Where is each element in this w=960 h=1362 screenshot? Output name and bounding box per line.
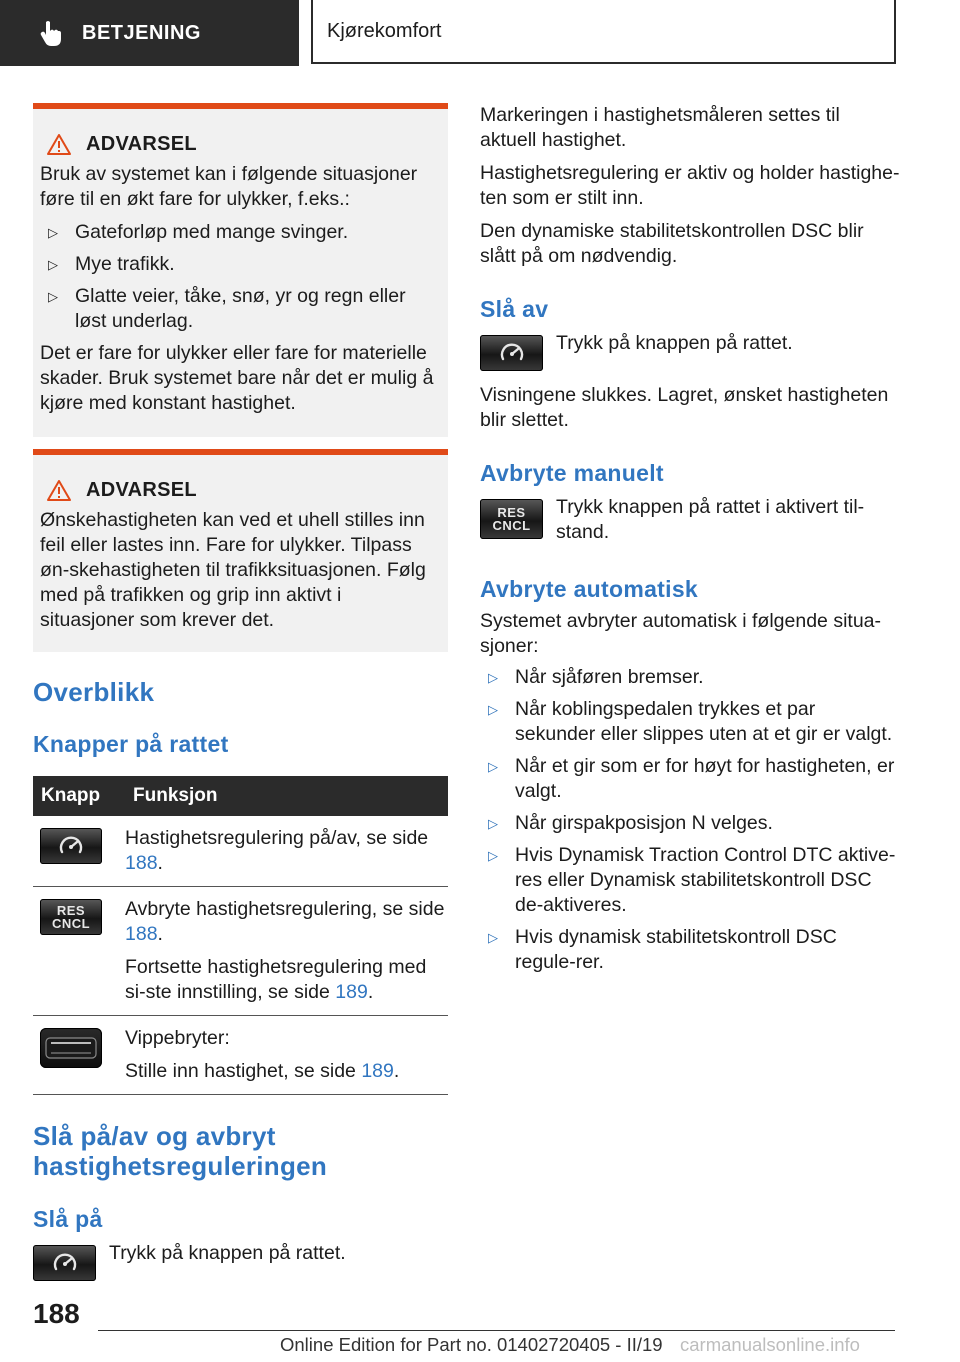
res-cncl-button-icon xyxy=(480,499,543,539)
switch-off-row xyxy=(480,332,900,371)
rocker-switch-icon xyxy=(40,1028,102,1068)
page-reference-link[interactable]: 188 xyxy=(125,923,158,945)
function-text: Vippebryter: xyxy=(125,1027,230,1049)
watermark: carmanualsonline.info xyxy=(680,1334,860,1355)
subheading-cancel-auto: Avbryte automatisk xyxy=(480,576,699,602)
column-header-function: Funksjon xyxy=(125,776,448,816)
page-reference-link[interactable]: 189 xyxy=(361,1060,394,1082)
right-column xyxy=(480,103,900,982)
table-cell-function xyxy=(125,1016,448,1095)
section-tab[interactable] xyxy=(0,0,299,66)
section-heading-overview: Overblikk xyxy=(33,677,155,707)
warning-triangle-icon xyxy=(46,479,72,502)
table-cell-function xyxy=(125,816,448,887)
page-number: 188 xyxy=(33,1298,80,1329)
function-text xyxy=(125,1059,448,1084)
warning-title: ADVARSEL xyxy=(86,133,197,155)
warning-box-1 xyxy=(33,103,448,437)
list-item: ▷ Glatte veier, tåke, snø, yr og regn eller løst underlag. xyxy=(40,284,440,334)
footer-divider xyxy=(98,1330,895,1331)
chapter-tab[interactable] xyxy=(311,0,896,64)
punctuation: . xyxy=(367,981,374,1003)
warning-outro: Det er fare for ulykker eller fare for materielle skader. Bruk systemet bare når det er mulig å kjøre med konstant hastighet. xyxy=(40,342,434,414)
cancel-manual-text: Trykk knappen på rattet i aktivert til-stand. xyxy=(556,496,865,543)
res-label: RES xyxy=(56,903,86,918)
list-item: ▷ Når koblingspedalen trykkes et par sekunder eller slippes uten at et gir er valgt. xyxy=(480,697,900,747)
chapter-label: Kjørekomfort xyxy=(327,19,442,42)
column-header-button: Knapp xyxy=(33,776,125,816)
function-text xyxy=(125,897,448,947)
list-item: ▷ Når et gir som er for høyt for hastigheten, er valgt. xyxy=(480,754,900,804)
warning-text: Ønskehastigheten kan ved et uhell stilles inn feil eller lastes inn. Fare for ulykker. Tilpass øn-skehastigheten til trafikksituasjonen. Følg med på trafikken og grip inn aktivt i situasjoner som krever det. xyxy=(40,509,426,631)
switch-off-text: Trykk på knappen på rattet. xyxy=(556,332,793,354)
function-description: Hastighetsregulering på/av, se side xyxy=(125,827,429,849)
paragraph: Hastighetsregulering er aktiv og holder hastighe-ten som er stilt inn. xyxy=(480,162,900,209)
list-item: ▷ Når girspakposisjon N velges. xyxy=(480,811,900,836)
hand-pointer-icon xyxy=(40,20,62,46)
switch-on-row xyxy=(33,1242,448,1281)
left-column xyxy=(33,103,448,1281)
table-cell-icon xyxy=(33,1016,125,1095)
warning-title: ADVARSEL xyxy=(86,479,197,501)
list-item: ▷ Hvis dynamisk stabilitetskontroll DSC regule-rer. xyxy=(480,925,900,975)
cruise-control-button-icon xyxy=(40,828,102,864)
paragraph: Systemet avbryter automatisk i følgende situa-sjoner: xyxy=(480,610,881,657)
warning-header xyxy=(40,133,440,156)
page-reference-link[interactable]: 189 xyxy=(335,981,368,1003)
cancel-manual-row xyxy=(480,496,900,545)
cruise-control-button-icon xyxy=(33,1245,96,1281)
subheading-steering-buttons: Knapper på rattet xyxy=(33,731,229,757)
punctuation: . xyxy=(157,923,163,945)
warning-box-2 xyxy=(33,449,448,652)
punctuation: . xyxy=(393,1060,400,1082)
list-item: ▷ Hvis Dynamisk Traction Control DTC aktive-res eller Dynamisk stabilitetskontroll DSC de-aktiveres. xyxy=(480,843,900,918)
footer-edition: Online Edition for Part no. 01402720405 - II/19 xyxy=(280,1334,663,1355)
cncl-label: CNCL xyxy=(51,916,91,931)
section-heading-switch: Slå på/av og avbryt hastighetsreguleringen xyxy=(33,1121,328,1181)
buttons-table xyxy=(33,776,448,1095)
section-label: BETJENING xyxy=(82,21,201,44)
warning-triangle-icon xyxy=(46,133,72,156)
table-header-row xyxy=(33,776,448,816)
list-item: ▷ Når sjåføren bremser. xyxy=(480,665,900,690)
warning-intro: Bruk av systemet kan i følgende situasjoner føre til en økt fare for ulykker, f.eks.: xyxy=(40,163,418,210)
table-row xyxy=(33,1016,448,1095)
cruise-control-button-icon xyxy=(480,335,543,371)
page-header xyxy=(0,0,960,66)
list-item: ▷ Mye trafikk. xyxy=(40,252,440,277)
function-description: Fortsette hastighetsregulering med si-ste innstilling, se side xyxy=(125,956,427,1003)
function-text xyxy=(125,955,448,1005)
list-item: ▷ Gateforløp med mange svinger. xyxy=(40,220,440,245)
switch-on-text: Trykk på knappen på rattet. xyxy=(109,1242,346,1264)
res-cncl-button-icon xyxy=(40,899,102,935)
table-cell-icon xyxy=(33,816,125,887)
paragraph: Visningene slukkes. Lagret, ønsket hastigheten blir slettet. xyxy=(480,384,889,431)
table-row xyxy=(33,887,448,1016)
res-label: RES xyxy=(497,505,526,520)
subheading-switch-on: Slå på xyxy=(33,1206,103,1232)
function-text xyxy=(125,826,448,876)
subheading-cancel-manual: Avbryte manuelt xyxy=(480,460,664,486)
table-cell-icon xyxy=(33,887,125,1016)
punctuation: . xyxy=(157,852,163,874)
paragraph: Markeringen i hastighetsmåleren settes til aktuell hastighet. xyxy=(480,104,840,151)
table-cell-function xyxy=(125,887,448,1016)
function-description: Stille inn hastighet, se side xyxy=(125,1060,362,1082)
paragraph: Den dynamiske stabilitetskontrollen DSC blir slått på om nødvendig. xyxy=(480,220,864,267)
function-description: Avbryte hastighetsregulering, se side xyxy=(125,898,445,920)
auto-cancel-list xyxy=(480,665,900,975)
subheading-switch-off: Slå av xyxy=(480,296,549,322)
page-reference-link[interactable]: 188 xyxy=(125,852,158,874)
warning-header xyxy=(40,479,440,502)
warning-list xyxy=(40,220,440,334)
cncl-label: CNCL xyxy=(492,518,531,533)
table-row xyxy=(33,816,448,887)
